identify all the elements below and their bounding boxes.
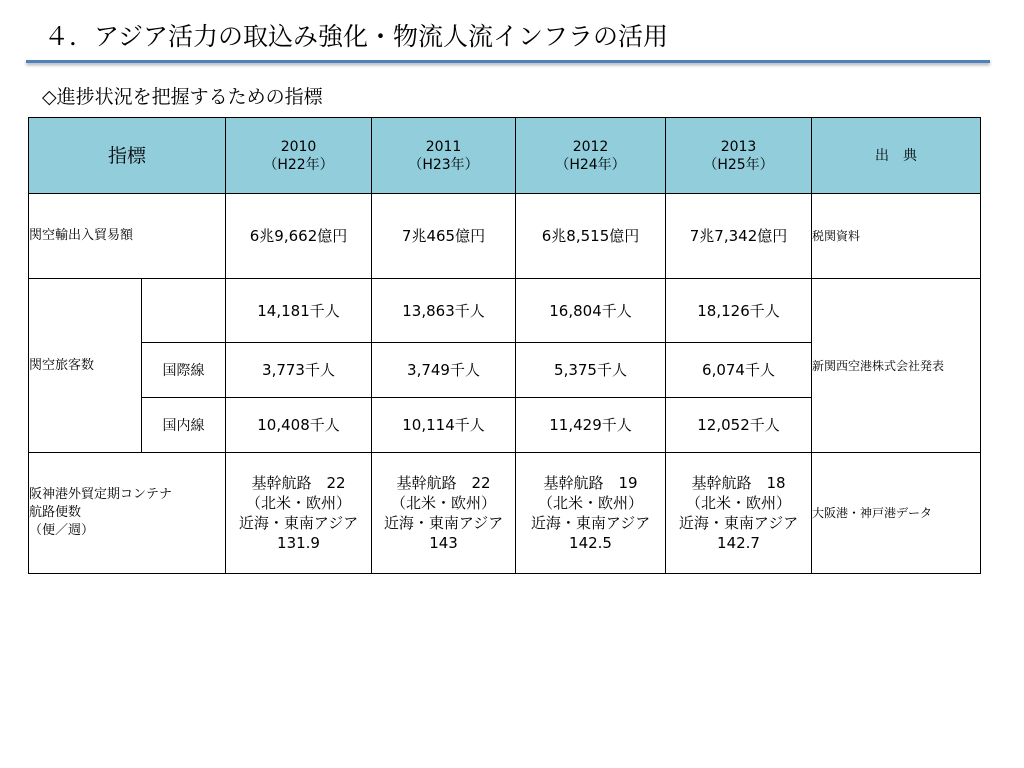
trade-source: 税関資料 [812, 194, 981, 279]
header-year: 2010 [280, 138, 317, 155]
cell-line: 基幹航路 22 [396, 474, 491, 492]
passengers-total-2013: 18,126千人 [666, 279, 812, 343]
sub-label-domestic: 国内線 [142, 398, 226, 453]
container-2013 [666, 453, 812, 574]
header-era: （H25年） [703, 156, 774, 173]
passengers-intl-2010: 3,773千人 [226, 343, 372, 398]
container-2010 [226, 453, 372, 574]
header-year-2013 [666, 118, 812, 194]
cell-line: 近海・東南アジア [530, 514, 651, 532]
label-line: 阪神港外貿定期コンテナ [29, 487, 173, 502]
trade-value-2013: 7兆7,342億円 [666, 194, 812, 279]
passengers-intl-2013: 6,074千人 [666, 343, 812, 398]
trade-value-2011: 7兆465億円 [372, 194, 516, 279]
header-year: 2011 [425, 138, 462, 155]
indicator-table [28, 117, 981, 574]
container-2012 [516, 453, 666, 574]
passengers-total-2011: 13,863千人 [372, 279, 516, 343]
cell-line: 基幹航路 19 [543, 474, 638, 492]
header-year-2012 [516, 118, 666, 194]
sub-label-international: 国際線 [142, 343, 226, 398]
trade-value-2012: 6兆8,515億円 [516, 194, 666, 279]
cell-line: 近海・東南アジア [678, 514, 799, 532]
label-line: 航路便数 [29, 505, 82, 520]
row-label-passengers: 関空旅客数 [29, 279, 142, 453]
header-year: 2013 [720, 138, 757, 155]
header-era: （H24年） [555, 156, 626, 173]
row-label-trade: 関空輸出入貿易額 [29, 194, 226, 279]
passengers-intl-2012: 5,375千人 [516, 343, 666, 398]
table-header-row [29, 118, 981, 194]
passengers-total-2012: 16,804千人 [516, 279, 666, 343]
passengers-dom-2010: 10,408千人 [226, 398, 372, 453]
cell-line: （北米・欧州） [391, 494, 497, 512]
row-label-container [29, 453, 226, 574]
cell-line: 基幹航路 18 [691, 474, 786, 492]
section-subtitle: ◇進捗状況を把握するための指標 [42, 86, 323, 108]
header-era: （H22年） [263, 156, 334, 173]
cell-line: 基幹航路 22 [251, 474, 346, 492]
passengers-total-2010: 14,181千人 [226, 279, 372, 343]
table-row-container [29, 453, 981, 574]
header-year: 2012 [572, 138, 609, 155]
passengers-total-sub [142, 279, 226, 343]
container-source: 大阪港・神戸港データ [812, 453, 981, 574]
container-2011 [372, 453, 516, 574]
cell-line: 131.9 [277, 534, 320, 552]
header-indicator: 指標 [29, 118, 226, 194]
cell-line: 142.7 [717, 534, 760, 552]
cell-line: 142.5 [569, 534, 612, 552]
cell-line: （北米・欧州） [246, 494, 352, 512]
passengers-intl-2011: 3,749千人 [372, 343, 516, 398]
table-row-passengers-total [29, 279, 981, 343]
cell-line: （北米・欧州） [686, 494, 792, 512]
passengers-dom-2011: 10,114千人 [372, 398, 516, 453]
cell-line: （北米・欧州） [538, 494, 644, 512]
header-era: （H23年） [408, 156, 479, 173]
header-source: 出 典 [812, 118, 981, 194]
passengers-dom-2013: 12,052千人 [666, 398, 812, 453]
header-year-2011 [372, 118, 516, 194]
cell-line: 近海・東南アジア [238, 514, 359, 532]
trade-value-2010: 6兆9,662億円 [226, 194, 372, 279]
title-divider [26, 60, 990, 63]
slide-title: ４．アジア活力の取込み強化・物流人流インフラの活用 [44, 22, 669, 51]
table-row-trade [29, 194, 981, 279]
label-line: （便／週） [29, 523, 95, 538]
header-year-2010 [226, 118, 372, 194]
passengers-source: 新関西空港株式会社発表 [812, 279, 981, 453]
cell-line: 近海・東南アジア [383, 514, 504, 532]
passengers-dom-2012: 11,429千人 [516, 398, 666, 453]
cell-line: 143 [429, 534, 458, 552]
